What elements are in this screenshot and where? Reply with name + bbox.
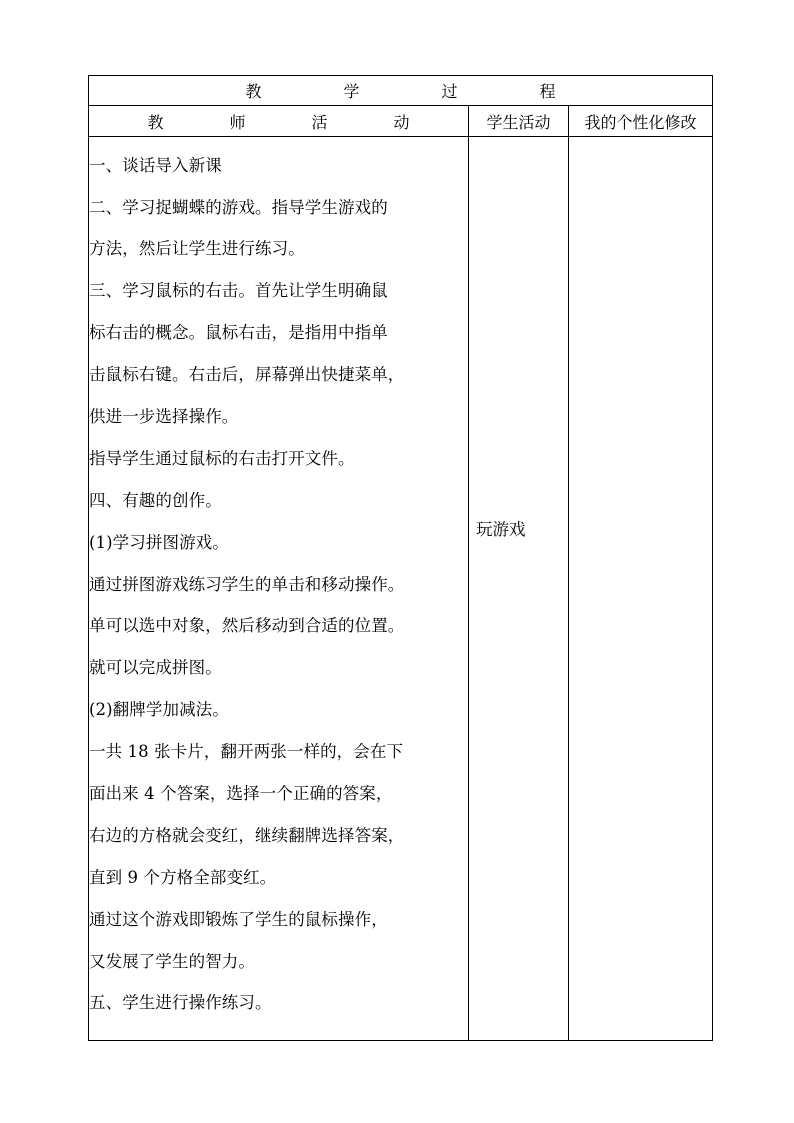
teacher-activity-line: 就可以完成拼图。: [89, 658, 222, 678]
header-row: [89, 106, 713, 137]
teacher-activity-line: 二、学习捉蝴蝶的游戏。指导学生游戏的: [89, 197, 388, 217]
title-char: 过: [441, 82, 458, 101]
title-char: 程: [539, 82, 556, 101]
student-activity-cell: [469, 137, 569, 1041]
table-title: [89, 76, 713, 106]
teacher-activity-line: 通过这个游戏即锻炼了学生的鼠标操作，: [89, 909, 388, 929]
teacher-activity-line: 指导学生通过鼠标的右击打开文件。: [89, 448, 355, 468]
header-char: 教: [147, 112, 164, 132]
header-char: 动: [393, 112, 410, 132]
student-activity-text: 玩游戏: [476, 520, 526, 539]
personal-changes-cell: [569, 137, 713, 1041]
title-char: 学: [343, 82, 360, 101]
teacher-activity-line: (2)翻牌学加减法。: [89, 700, 229, 720]
teacher-activity-line: 五、学生进行操作练习。: [89, 993, 272, 1013]
header-personal-changes: 我的个性化修改: [569, 106, 713, 137]
title-row: [89, 76, 713, 106]
header-char: 师: [229, 112, 246, 132]
teacher-activity-line: 一、谈话导入新课: [89, 155, 222, 175]
teaching-process-table: [88, 75, 713, 1041]
header-char: 活: [311, 112, 328, 132]
teacher-activity-line: (1)学习拼图游戏。: [89, 532, 229, 552]
teacher-activity-cell: [89, 137, 469, 1041]
teacher-activity-line: 面出来 4 个答案，选择一个正确的答案，: [89, 784, 393, 803]
header-teacher-activity: [89, 106, 469, 137]
content-row: [89, 137, 713, 1041]
teacher-activity-line: 供进一步选择操作。: [89, 406, 239, 426]
teacher-activity-line: 单可以选中对象，然后移动到合适的位置。: [89, 616, 405, 636]
teacher-activity-line: 直到 9 个方格全部变红。: [89, 867, 277, 887]
teacher-activity-line: 击鼠标右键。右击后，屏幕弹出快捷菜单，: [89, 365, 405, 385]
teacher-activity-line: 方法，然后让学生进行练习。: [89, 239, 305, 259]
teacher-activity-line: 三、学习鼠标的右击。首先让学生明确鼠: [89, 281, 388, 301]
teacher-activity-text: [89, 149, 468, 1029]
teacher-activity-line: 标右击的概念。鼠标右击，是指用中指单: [89, 323, 388, 343]
teacher-activity-line: 又发展了学生的智力。: [89, 951, 255, 971]
teacher-activity-line: 四、有趣的创作。: [89, 490, 222, 510]
teacher-activity-line: 通过拼图游戏练习学生的单击和移动操作。: [89, 574, 405, 594]
teacher-activity-line: 右边的方格就会变红，继续翻牌选择答案，: [89, 825, 405, 845]
teacher-activity-line: 一共 18 张卡片，翻开两张一样的，会在下: [89, 742, 404, 762]
title-char: 教: [245, 82, 262, 101]
header-student-activity: 学生活动: [469, 106, 569, 137]
